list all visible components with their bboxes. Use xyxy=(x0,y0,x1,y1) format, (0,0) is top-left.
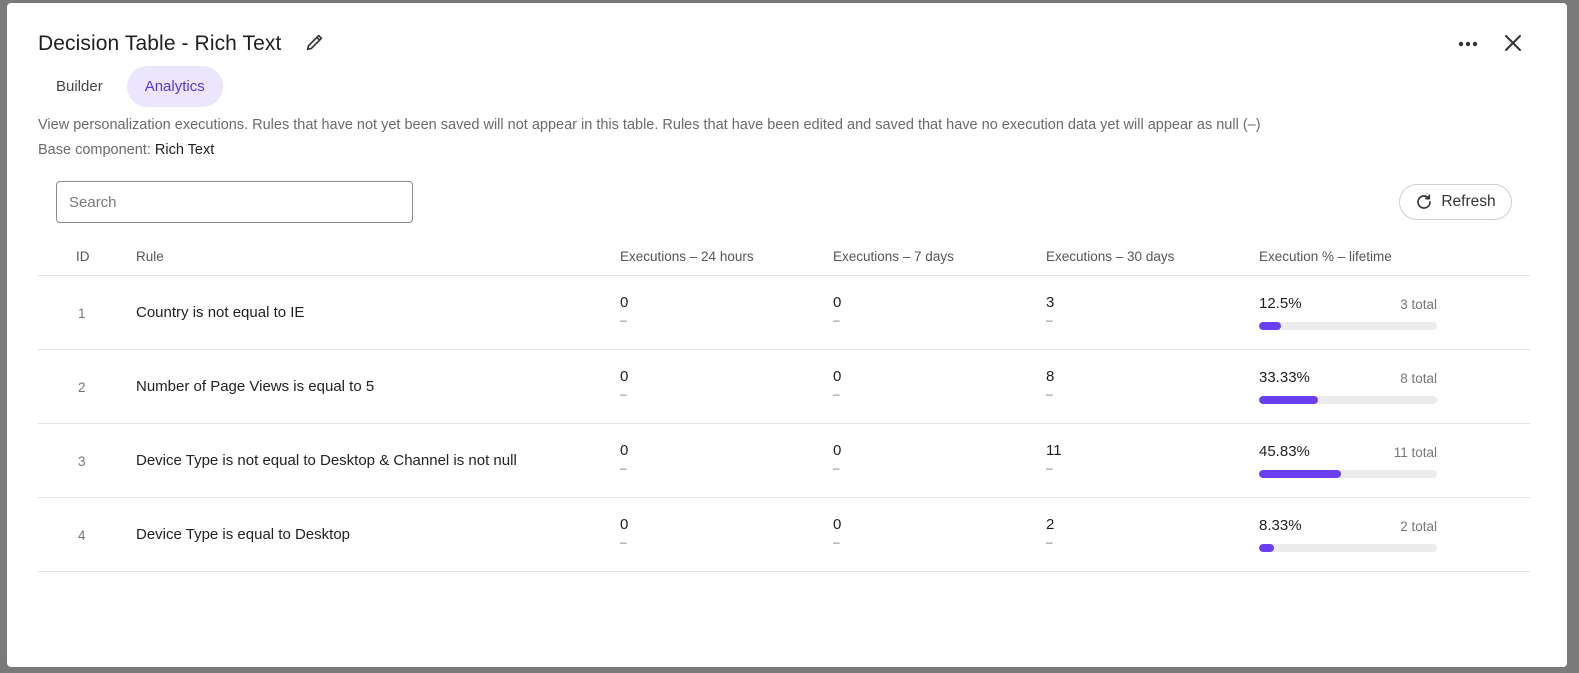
tab-builder[interactable]: Builder xyxy=(56,78,103,95)
exec-7d-value: 0 xyxy=(833,516,842,533)
lifetime-progress-bar xyxy=(1259,470,1437,478)
exec-30d-change: – xyxy=(1046,535,1053,549)
exec-7d-value: 0 xyxy=(833,368,842,385)
exec-30d-value: 8 xyxy=(1046,368,1055,385)
decision-table-dialog xyxy=(7,3,1567,667)
column-header-id[interactable]: ID xyxy=(76,249,90,264)
lifetime-percent: 33.33% xyxy=(1259,369,1310,386)
exec-24h-value: 0 xyxy=(620,294,629,311)
pencil-icon xyxy=(304,31,326,53)
lifetime-progress-bar xyxy=(1259,544,1437,552)
lifetime-total: 11 total xyxy=(1393,445,1437,460)
exec-7d-cell xyxy=(833,442,841,475)
base-component-value: Rich Text xyxy=(154,142,215,158)
close-icon xyxy=(1504,34,1522,52)
exec-24h-change: – xyxy=(620,461,627,475)
row-id: 1 xyxy=(78,306,86,321)
exec-30d-value: 11 xyxy=(1046,442,1062,459)
exec-24h-cell xyxy=(620,368,628,401)
row-rule: Number of Page Views is equal to 5 xyxy=(136,378,375,395)
column-header-rule[interactable]: Rule xyxy=(136,249,164,264)
exec-7d-change: – xyxy=(833,535,840,549)
exec-30d-cell xyxy=(1046,442,1062,475)
base-component xyxy=(38,142,214,158)
exec-24h-value: 0 xyxy=(620,442,629,459)
exec-24h-change: – xyxy=(620,387,627,401)
exec-30d-cell xyxy=(1046,294,1054,327)
exec-30d-value: 3 xyxy=(1046,294,1055,311)
view-tabs xyxy=(38,66,223,107)
lifetime-progress-fill xyxy=(1259,322,1281,330)
exec-7d-cell xyxy=(833,294,841,327)
exec-7d-value: 0 xyxy=(833,442,842,459)
refresh-button[interactable] xyxy=(1399,184,1512,220)
exec-7d-change: – xyxy=(833,313,840,327)
row-id: 2 xyxy=(78,380,86,395)
exec-24h-cell xyxy=(620,294,628,327)
lifetime-progress-bar xyxy=(1259,322,1437,330)
column-header-exec-24h[interactable]: Executions – 24 hours xyxy=(620,249,754,264)
column-header-exec-7d[interactable]: Executions – 7 days xyxy=(833,249,954,264)
exec-7d-cell xyxy=(833,368,841,401)
row-id: 4 xyxy=(78,528,86,543)
tab-analytics[interactable]: Analytics xyxy=(127,66,223,107)
column-header-exec-30d[interactable]: Executions – 30 days xyxy=(1046,249,1175,264)
table-row[interactable] xyxy=(38,276,1530,350)
exec-24h-change: – xyxy=(620,535,627,549)
exec-30d-change: – xyxy=(1046,313,1053,327)
lifetime-progress-fill xyxy=(1259,396,1318,404)
exec-30d-value: 2 xyxy=(1046,516,1055,533)
table-row[interactable] xyxy=(38,350,1530,424)
lifetime-total: 3 total xyxy=(1400,297,1437,312)
lifetime-total: 2 total xyxy=(1400,519,1437,534)
exec-24h-value: 0 xyxy=(620,368,629,385)
exec-7d-change: – xyxy=(833,461,840,475)
close-button[interactable] xyxy=(1500,30,1526,56)
table-row[interactable] xyxy=(38,424,1530,498)
table-row[interactable] xyxy=(38,498,1530,572)
base-component-label: Base component: xyxy=(38,142,151,158)
exec-24h-value: 0 xyxy=(620,516,629,533)
lifetime-percent: 8.33% xyxy=(1259,517,1302,534)
lifetime-percent: 12.5% xyxy=(1259,295,1302,312)
more-options-button[interactable] xyxy=(1454,32,1482,56)
row-rule: Device Type is equal to Desktop xyxy=(136,526,351,543)
dialog-title: Decision Table - Rich Text xyxy=(38,32,282,55)
lifetime-progress-fill xyxy=(1259,470,1341,478)
lifetime-progress-fill xyxy=(1259,544,1274,552)
lifetime-progress-bar xyxy=(1259,396,1437,404)
row-id: 3 xyxy=(78,454,86,469)
refresh-label: Refresh xyxy=(1441,193,1496,210)
analytics-description: View personalization executions. Rules that have not yet been saved will not appear in this table. Rules that have been edited and saved that have no execution data yet will appear as null (–) xyxy=(38,117,1261,133)
column-header-exec-lifetime[interactable]: Execution % – lifetime xyxy=(1259,249,1392,264)
exec-7d-value: 0 xyxy=(833,294,842,311)
exec-7d-change: – xyxy=(833,387,840,401)
exec-30d-cell xyxy=(1046,516,1054,549)
row-rule: Country is not equal to IE xyxy=(136,304,305,321)
exec-7d-cell xyxy=(833,516,841,549)
lifetime-percent: 45.83% xyxy=(1259,443,1310,460)
exec-24h-change: – xyxy=(620,313,627,327)
more-horizontal-icon xyxy=(1458,41,1478,47)
row-rule: Device Type is not equal to Desktop & Channel is not null xyxy=(136,452,517,469)
exec-24h-cell xyxy=(620,442,628,475)
exec-24h-cell xyxy=(620,516,628,549)
refresh-icon xyxy=(1415,193,1433,211)
lifetime-total: 8 total xyxy=(1400,371,1437,386)
exec-30d-change: – xyxy=(1046,387,1053,401)
exec-30d-change: – xyxy=(1046,461,1053,475)
edit-title-button[interactable] xyxy=(303,30,327,54)
search-input[interactable] xyxy=(56,181,413,223)
table-header xyxy=(38,239,1530,276)
exec-30d-cell xyxy=(1046,368,1054,401)
